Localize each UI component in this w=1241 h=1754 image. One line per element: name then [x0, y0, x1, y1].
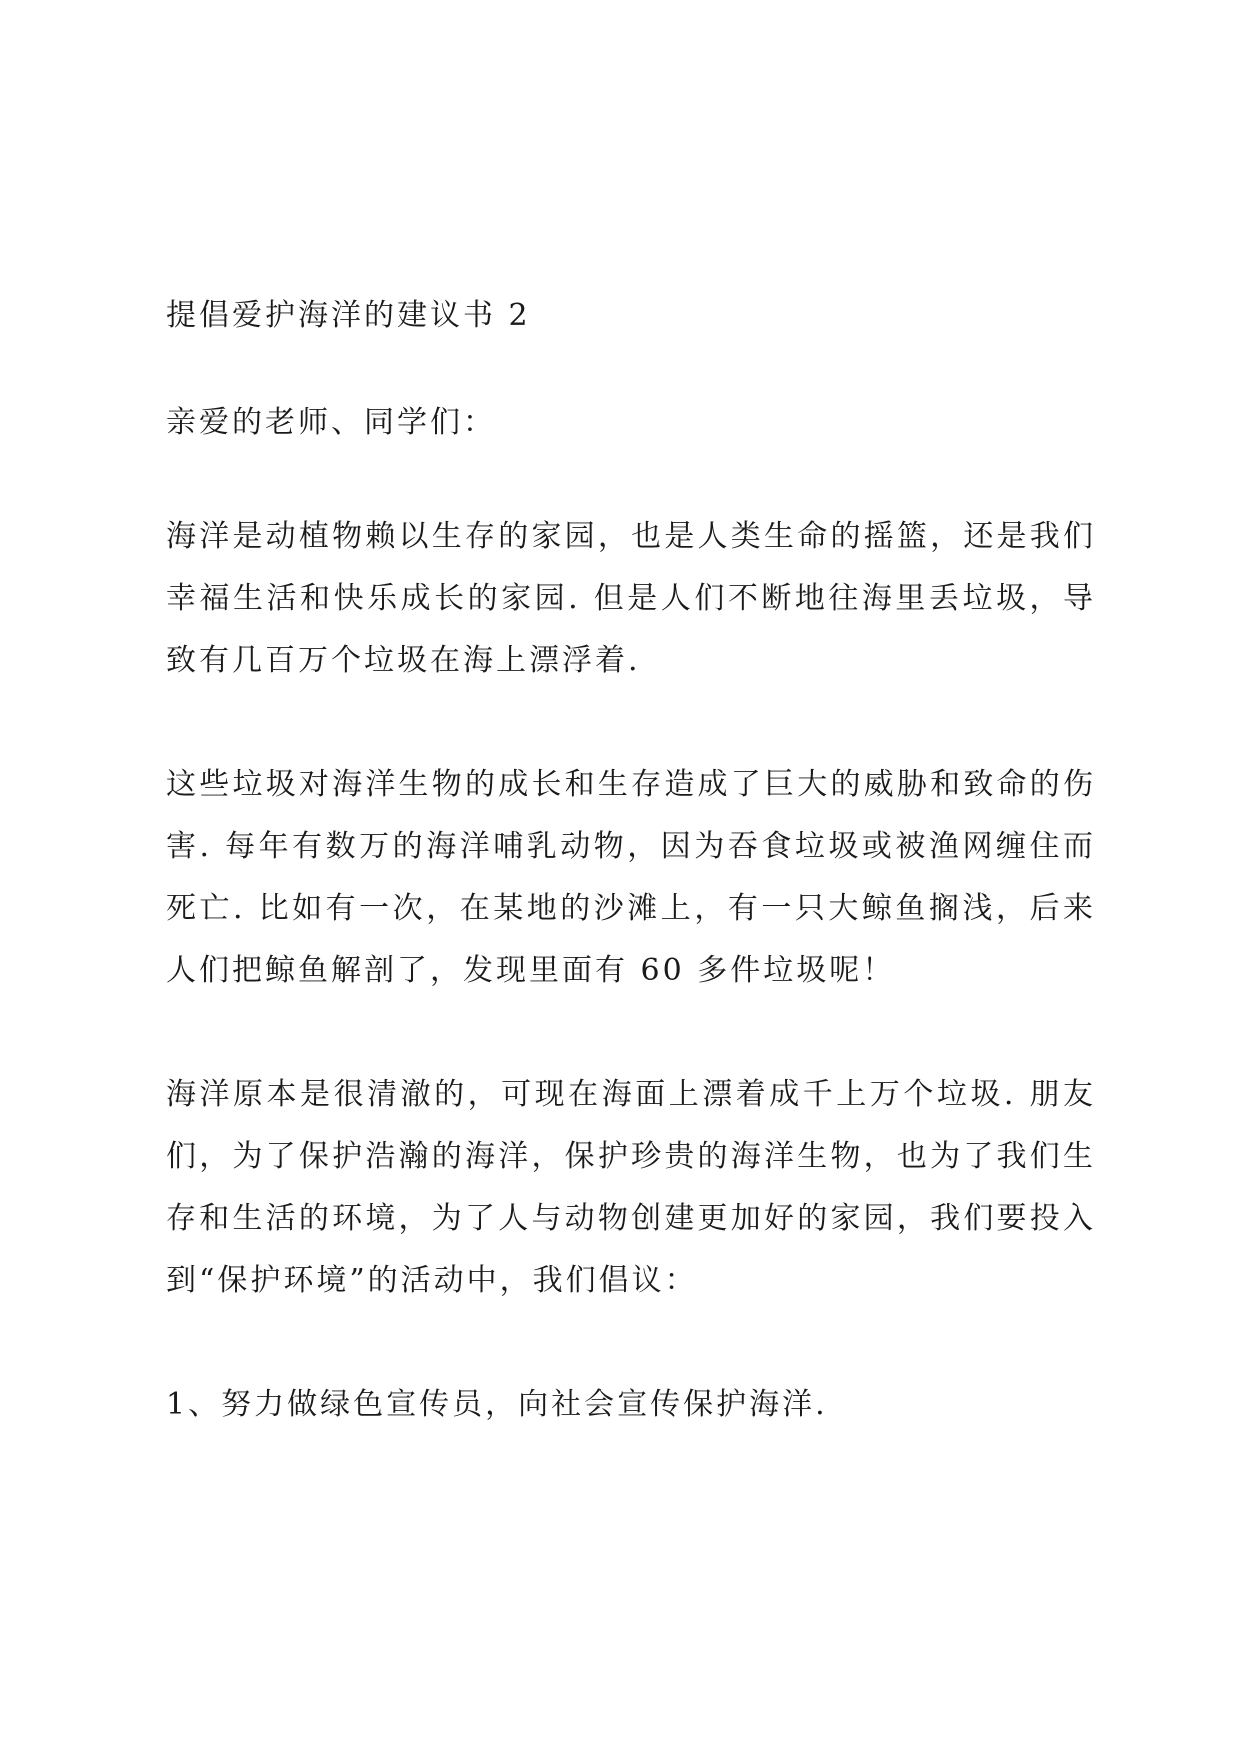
document-body: [166, 292, 1096, 1436]
list-item-1: 1、努力做绿色宣传员，向社会宣传保护海洋.: [166, 1387, 828, 1422]
greeting: 亲爱的老师、同学们：: [166, 405, 496, 440]
paragraph-3: 海洋原本是很清澈的，可现在海面上漂着成千上万个垃圾. 朋友们，为了保护浩瀚的海洋，保护珍贵的海洋生物，也为了我们生存和生活的环境，为了人与动物创建更加好的家园，我们要投入到“保护环境”的活动中，我们倡议：: [166, 1077, 1096, 1298]
document-title: 提倡爱护海洋的建议书 2: [166, 298, 531, 333]
paragraph-2: 这些垃圾对海洋生物的成长和生存造成了巨大的威胁和致命的伤害. 每年有数万的海洋哺乳动物，因为吞食垃圾或被渔网缠住而死亡. 比如有一次，在某地的沙滩上，有一只大鲸鱼搁浅，后来人们把鲸鱼解剖了，发现里面有 60 多件垃圾呢！: [166, 767, 1096, 988]
paragraph-1: 海洋是动植物赖以生存的家园，也是人类生命的摇篮，还是我们幸福生活和快乐成长的家园. 但是人们不断地往海里丢垃圾，导致有几百万个垃圾在海上漂浮着.: [166, 519, 1096, 678]
